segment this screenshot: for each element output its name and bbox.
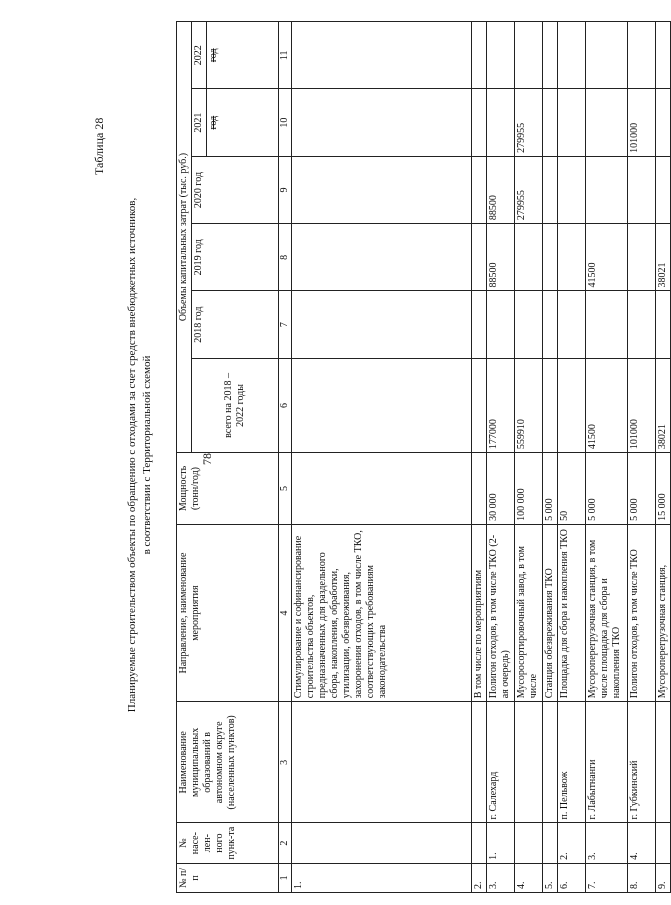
cell-measure: Мусороперегрузочная станция,	[656, 524, 671, 701]
cell-2018	[515, 291, 543, 358]
cell-2019: 88500	[487, 224, 515, 291]
cell-settlement-number: 4.	[628, 823, 656, 863]
cell-municipality	[656, 702, 671, 823]
cell-2021: 101000	[628, 89, 656, 156]
cell-measure: Полигон отходов, в том числе ТКО (2-ая очередь)	[487, 524, 515, 701]
header-capex-group: Объемы капитальных затрат (тыс. руб.)	[177, 22, 192, 453]
table-label: Таблица 28	[92, 117, 106, 175]
header-total: всего на 2018 – 2022 годы	[192, 358, 279, 452]
cell-2019	[472, 224, 487, 291]
column-number: 10	[279, 89, 292, 156]
cell-2018	[292, 291, 472, 358]
cell-2019	[628, 224, 656, 291]
header-2021-year: 2021	[192, 89, 207, 156]
cell-municipality	[515, 702, 543, 823]
column-number: 5	[279, 453, 292, 525]
cell-capacity: 5 000	[586, 453, 628, 525]
cell-number: 5.	[543, 863, 558, 892]
cell-2022	[543, 22, 558, 90]
header-measure: Направление, наименование мероприятия	[177, 524, 279, 701]
cell-2020: 279955	[515, 156, 543, 223]
cell-2018	[628, 291, 656, 358]
cell-capacity: 100 000	[515, 453, 543, 525]
cell-settlement-number	[292, 823, 472, 863]
column-number: 1	[279, 863, 292, 892]
cell-number: 9.	[656, 863, 671, 892]
table-row	[586, 22, 628, 893]
header-capacity: Мощность (тонн/год)	[177, 453, 279, 525]
cell-number: 1.	[292, 863, 472, 892]
cell-2018	[558, 291, 586, 358]
cell-municipality: г. Салехард	[487, 702, 515, 823]
cell-total: 101000	[628, 358, 656, 452]
cell-2020	[543, 156, 558, 223]
cell-2022	[558, 22, 586, 90]
table-title	[125, 145, 155, 765]
cell-2020	[656, 156, 671, 223]
cell-measure: Стимулирование и софинансирование строительства объектов, предназначенных для раздельного сбора, накопления, обработки, утилизации, обезвреживания, захоронения отходов, в том числе ТКО, соответствующих требованиям законодательства	[292, 524, 472, 701]
cell-2019: 38021	[656, 224, 671, 291]
cell-municipality: п. Пельвож	[558, 702, 586, 823]
cell-total: 559910	[515, 358, 543, 452]
cell-municipality: г. Лабытнанги	[586, 702, 628, 823]
cell-measure: Площадка для сбора и накопления ТКО	[558, 524, 586, 701]
cell-settlement-number: 1.	[487, 823, 515, 863]
header-2022-unit-text: год	[208, 48, 219, 63]
page-number: 78	[200, 453, 214, 465]
title-line-1: Планируемые строительством объекты по обращению с отходами за счет средств внебюджетных источников,	[126, 197, 138, 713]
header-2018: 2018 год	[192, 291, 279, 358]
cell-2022	[487, 22, 515, 90]
table-row	[543, 22, 558, 893]
header-settlement-number: № насе-лен-ного пунк-та	[177, 823, 279, 863]
table-row	[558, 22, 586, 893]
cell-2022	[292, 22, 472, 90]
cell-2021: 279955	[515, 89, 543, 156]
cell-capacity: 30 000	[487, 453, 515, 525]
column-number: 2	[279, 823, 292, 863]
cell-2019	[543, 224, 558, 291]
cell-measure: Станция обезвреживания ТКО	[543, 524, 558, 701]
cell-settlement-number: 3.	[586, 823, 628, 863]
cell-2021	[487, 89, 515, 156]
header-municipality: Наименование муниципальных образований в автономном округе (населенных пунктов)	[177, 702, 279, 823]
column-number: 3	[279, 702, 292, 823]
header-2021-unit-text: год	[208, 115, 219, 130]
cell-2021	[543, 89, 558, 156]
table-row	[628, 22, 656, 893]
table-row	[472, 22, 487, 893]
column-number: 9	[279, 156, 292, 223]
column-number: 6	[279, 358, 292, 452]
cell-2020	[472, 156, 487, 223]
cell-2020	[628, 156, 656, 223]
cell-2021	[586, 89, 628, 156]
column-number: 7	[279, 291, 292, 358]
cell-settlement-number: 2.	[558, 823, 586, 863]
cell-total	[558, 358, 586, 452]
cell-2018	[472, 291, 487, 358]
cell-2018	[487, 291, 515, 358]
column-number: 11	[279, 22, 292, 90]
cell-municipality: г. Губкинский	[628, 702, 656, 823]
cell-capacity	[292, 453, 472, 525]
cell-2018	[586, 291, 628, 358]
cell-number: 2.	[472, 863, 487, 892]
cell-measure: Мусоросортировочный завод, в том числе	[515, 524, 543, 701]
cell-number: 3.	[487, 863, 515, 892]
cell-number: 8.	[628, 863, 656, 892]
cell-municipality	[292, 702, 472, 823]
cell-total: 41500	[586, 358, 628, 452]
cell-2021	[292, 89, 472, 156]
cell-capacity	[472, 453, 487, 525]
cell-number: 4.	[515, 863, 543, 892]
cell-2022	[472, 22, 487, 90]
column-number: 4	[279, 524, 292, 701]
header-2022-year: 2022	[192, 22, 207, 90]
cell-total	[472, 358, 487, 452]
cell-total: 38021	[656, 358, 671, 452]
cell-2020	[292, 156, 472, 223]
cell-total	[543, 358, 558, 452]
cell-municipality	[472, 702, 487, 823]
cell-2019	[515, 224, 543, 291]
cell-2020	[558, 156, 586, 223]
cell-capacity: 50	[558, 453, 586, 525]
cell-total	[292, 358, 472, 452]
cell-2019	[292, 224, 472, 291]
header-2019: 2019 год	[192, 224, 279, 291]
cell-2021	[656, 89, 671, 156]
table-row	[656, 22, 671, 893]
cell-number: 6.	[558, 863, 586, 892]
header-2021-unit	[207, 89, 279, 156]
cell-capacity: 15 000	[656, 453, 671, 525]
capex-table	[176, 21, 671, 893]
header-number: № п/п	[177, 863, 279, 892]
cell-2022	[628, 22, 656, 90]
column-number: 8	[279, 224, 292, 291]
column-numbers-row	[279, 22, 292, 893]
cell-2021	[472, 89, 487, 156]
cell-2022	[656, 22, 671, 90]
cell-2019	[558, 224, 586, 291]
cell-settlement-number	[543, 823, 558, 863]
cell-2018	[656, 291, 671, 358]
table-row	[515, 22, 543, 893]
cell-capacity: 5 000	[543, 453, 558, 525]
table-row	[487, 22, 515, 893]
cell-2020	[586, 156, 628, 223]
cell-2018	[543, 291, 558, 358]
cell-2021	[558, 89, 586, 156]
cell-measure: Мусороперегрузочная станция, в том числе площадка для сбора и накопления ТКО	[586, 524, 628, 701]
cell-measure: В том числе по мероприятиям	[472, 524, 487, 701]
cell-municipality	[543, 702, 558, 823]
cell-settlement-number	[515, 823, 543, 863]
cell-measure: Полигон отходов, в том числе ТКО	[628, 524, 656, 701]
cell-2022	[515, 22, 543, 90]
cell-number: 7.	[586, 863, 628, 892]
header-2020: 2020 год	[192, 156, 279, 223]
cell-2019: 41500	[586, 224, 628, 291]
cell-2020: 88500	[487, 156, 515, 223]
table-row	[292, 22, 472, 893]
cell-settlement-number	[472, 823, 487, 863]
cell-2022	[586, 22, 628, 90]
header-2022-unit	[207, 22, 279, 90]
cell-capacity: 5 000	[628, 453, 656, 525]
cell-total: 177000	[487, 358, 515, 452]
cell-settlement-number	[656, 823, 671, 863]
title-line-2: в соответствии с Территориальной схемой	[141, 355, 153, 555]
